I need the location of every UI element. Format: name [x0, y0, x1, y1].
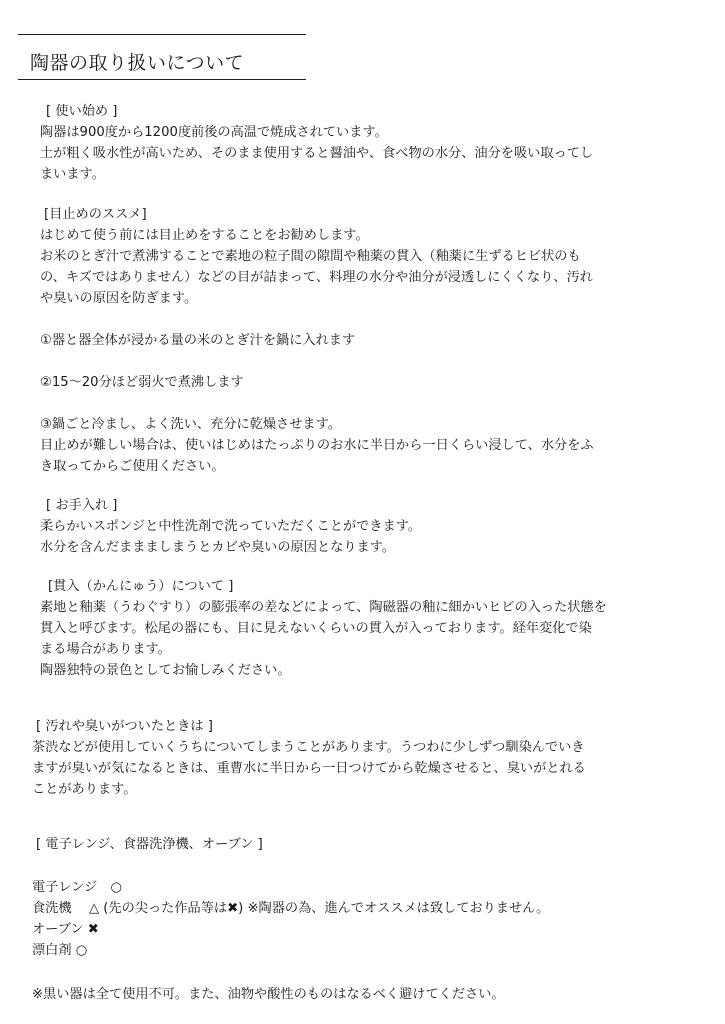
title-top-rule: [18, 34, 306, 35]
paragraph-line: 土が粗く吸水性が高いため、そのまま使用すると醤油や、食べ物の水分、油分を吸い取ってし: [40, 146, 594, 161]
section-heading: [貫入（かんにゅう）について ]: [48, 579, 234, 594]
step-line: ②15〜20分ほど弱火で煮沸します: [40, 375, 244, 390]
section-start: [40, 101, 593, 185]
paragraph-line: 目止めが難しい場合は、使いはじめはたっぷりのお水に半日から一日くらい浸して、水分をふ: [40, 438, 594, 453]
section-odor: [32, 716, 586, 800]
step-line: ③鍋ごと冷まし、よく洗い、充分に乾燥させます。: [40, 417, 341, 432]
paragraph-line: 陶器独特の景色としてお愉しみください。: [40, 663, 291, 678]
section-heading: [ 電子レンジ、食器洗浄機、オーブン ]: [36, 837, 263, 852]
section-kannyu: [40, 576, 607, 681]
paragraph-line: き取ってからご使用ください。: [40, 459, 225, 474]
step-line: ①器と器全体が浸かる量の米のとぎ汁を鍋に入れます: [40, 333, 356, 348]
sealing-step-2: [40, 372, 244, 393]
section-heading: [ 汚れや臭いがついたときは ]: [36, 719, 213, 734]
sealing-step-3: [40, 414, 594, 477]
paragraph-line: 茶渋などが使用していくうちについてしまうことがあります。うつわに少しずつ馴染んでいき: [32, 740, 585, 755]
section-sealing: [40, 204, 593, 309]
black-ware-note: [32, 984, 505, 1005]
section-appliances-heading: [32, 834, 263, 855]
appliance-microwave: 電子レンジ ○: [32, 880, 122, 895]
appliance-list: [32, 877, 549, 961]
paragraph-line: や臭いの原因を防ぎます。: [40, 291, 198, 306]
appliance-bleach: 漂白剤 ○: [32, 943, 88, 958]
appliance-dishwasher: 食洗機 △ (先の尖った作品等は✖) ※陶器の為、進んでオススメは致しておりません。: [32, 901, 550, 916]
title-bottom-rule: [18, 79, 306, 80]
paragraph-line: お米のとぎ汁で煮沸することで素地の粒子間の隙間や釉薬の貫入（釉薬に生ずるヒビ状のも: [40, 249, 581, 264]
section-care: [40, 495, 421, 558]
paragraph-line: ますが臭いが気になるときは、重曹水に半日から一日つけてから乾燥させると、臭いがとれる: [32, 761, 586, 776]
paragraph-line: まる場合があります。: [40, 642, 171, 657]
section-heading: [ お手入れ ]: [46, 498, 118, 513]
paragraph-line: 素地と釉薬（うわぐすり）の膨張率の差などによって、陶磁器の釉に細かいヒビの入った状態を: [40, 600, 607, 615]
paragraph-line: ことがあります。: [32, 782, 137, 797]
paragraph-line: 柔らかいスポンジと中性洗剤で洗っていただくことができます。: [40, 519, 422, 534]
paragraph-line: 貫入と呼びます。松尾の器にも、目に見えないくらいの貫入が入っております。経年変化で染: [40, 621, 592, 636]
paragraph-line: の、キズではありません）などの目が詰まって、料理の水分や油分が浸透しにくくなり、汚れ: [40, 270, 593, 285]
appliance-oven: オーブン ✖: [32, 922, 99, 937]
paragraph-line: はじめて使う前には目止めをすることをお勧めします。: [40, 228, 369, 243]
paragraph-line: 陶器は900度から1200度前後の高温で焼成されています。: [40, 125, 388, 140]
sealing-step-1: [40, 330, 355, 351]
page-title: 陶器の取り扱いについて: [30, 52, 245, 74]
note-line: ※黒い器は全て使用不可。また、油物や酸性のものはなるべく避けてください。: [32, 987, 505, 1002]
paragraph-line: 水分を含んだままましまうとカビや臭いの原因となります。: [40, 540, 396, 555]
section-heading: [目止めのススメ]: [44, 207, 147, 222]
paragraph-line: まいます。: [40, 167, 105, 182]
section-heading: [ 使い始め ]: [46, 104, 118, 119]
